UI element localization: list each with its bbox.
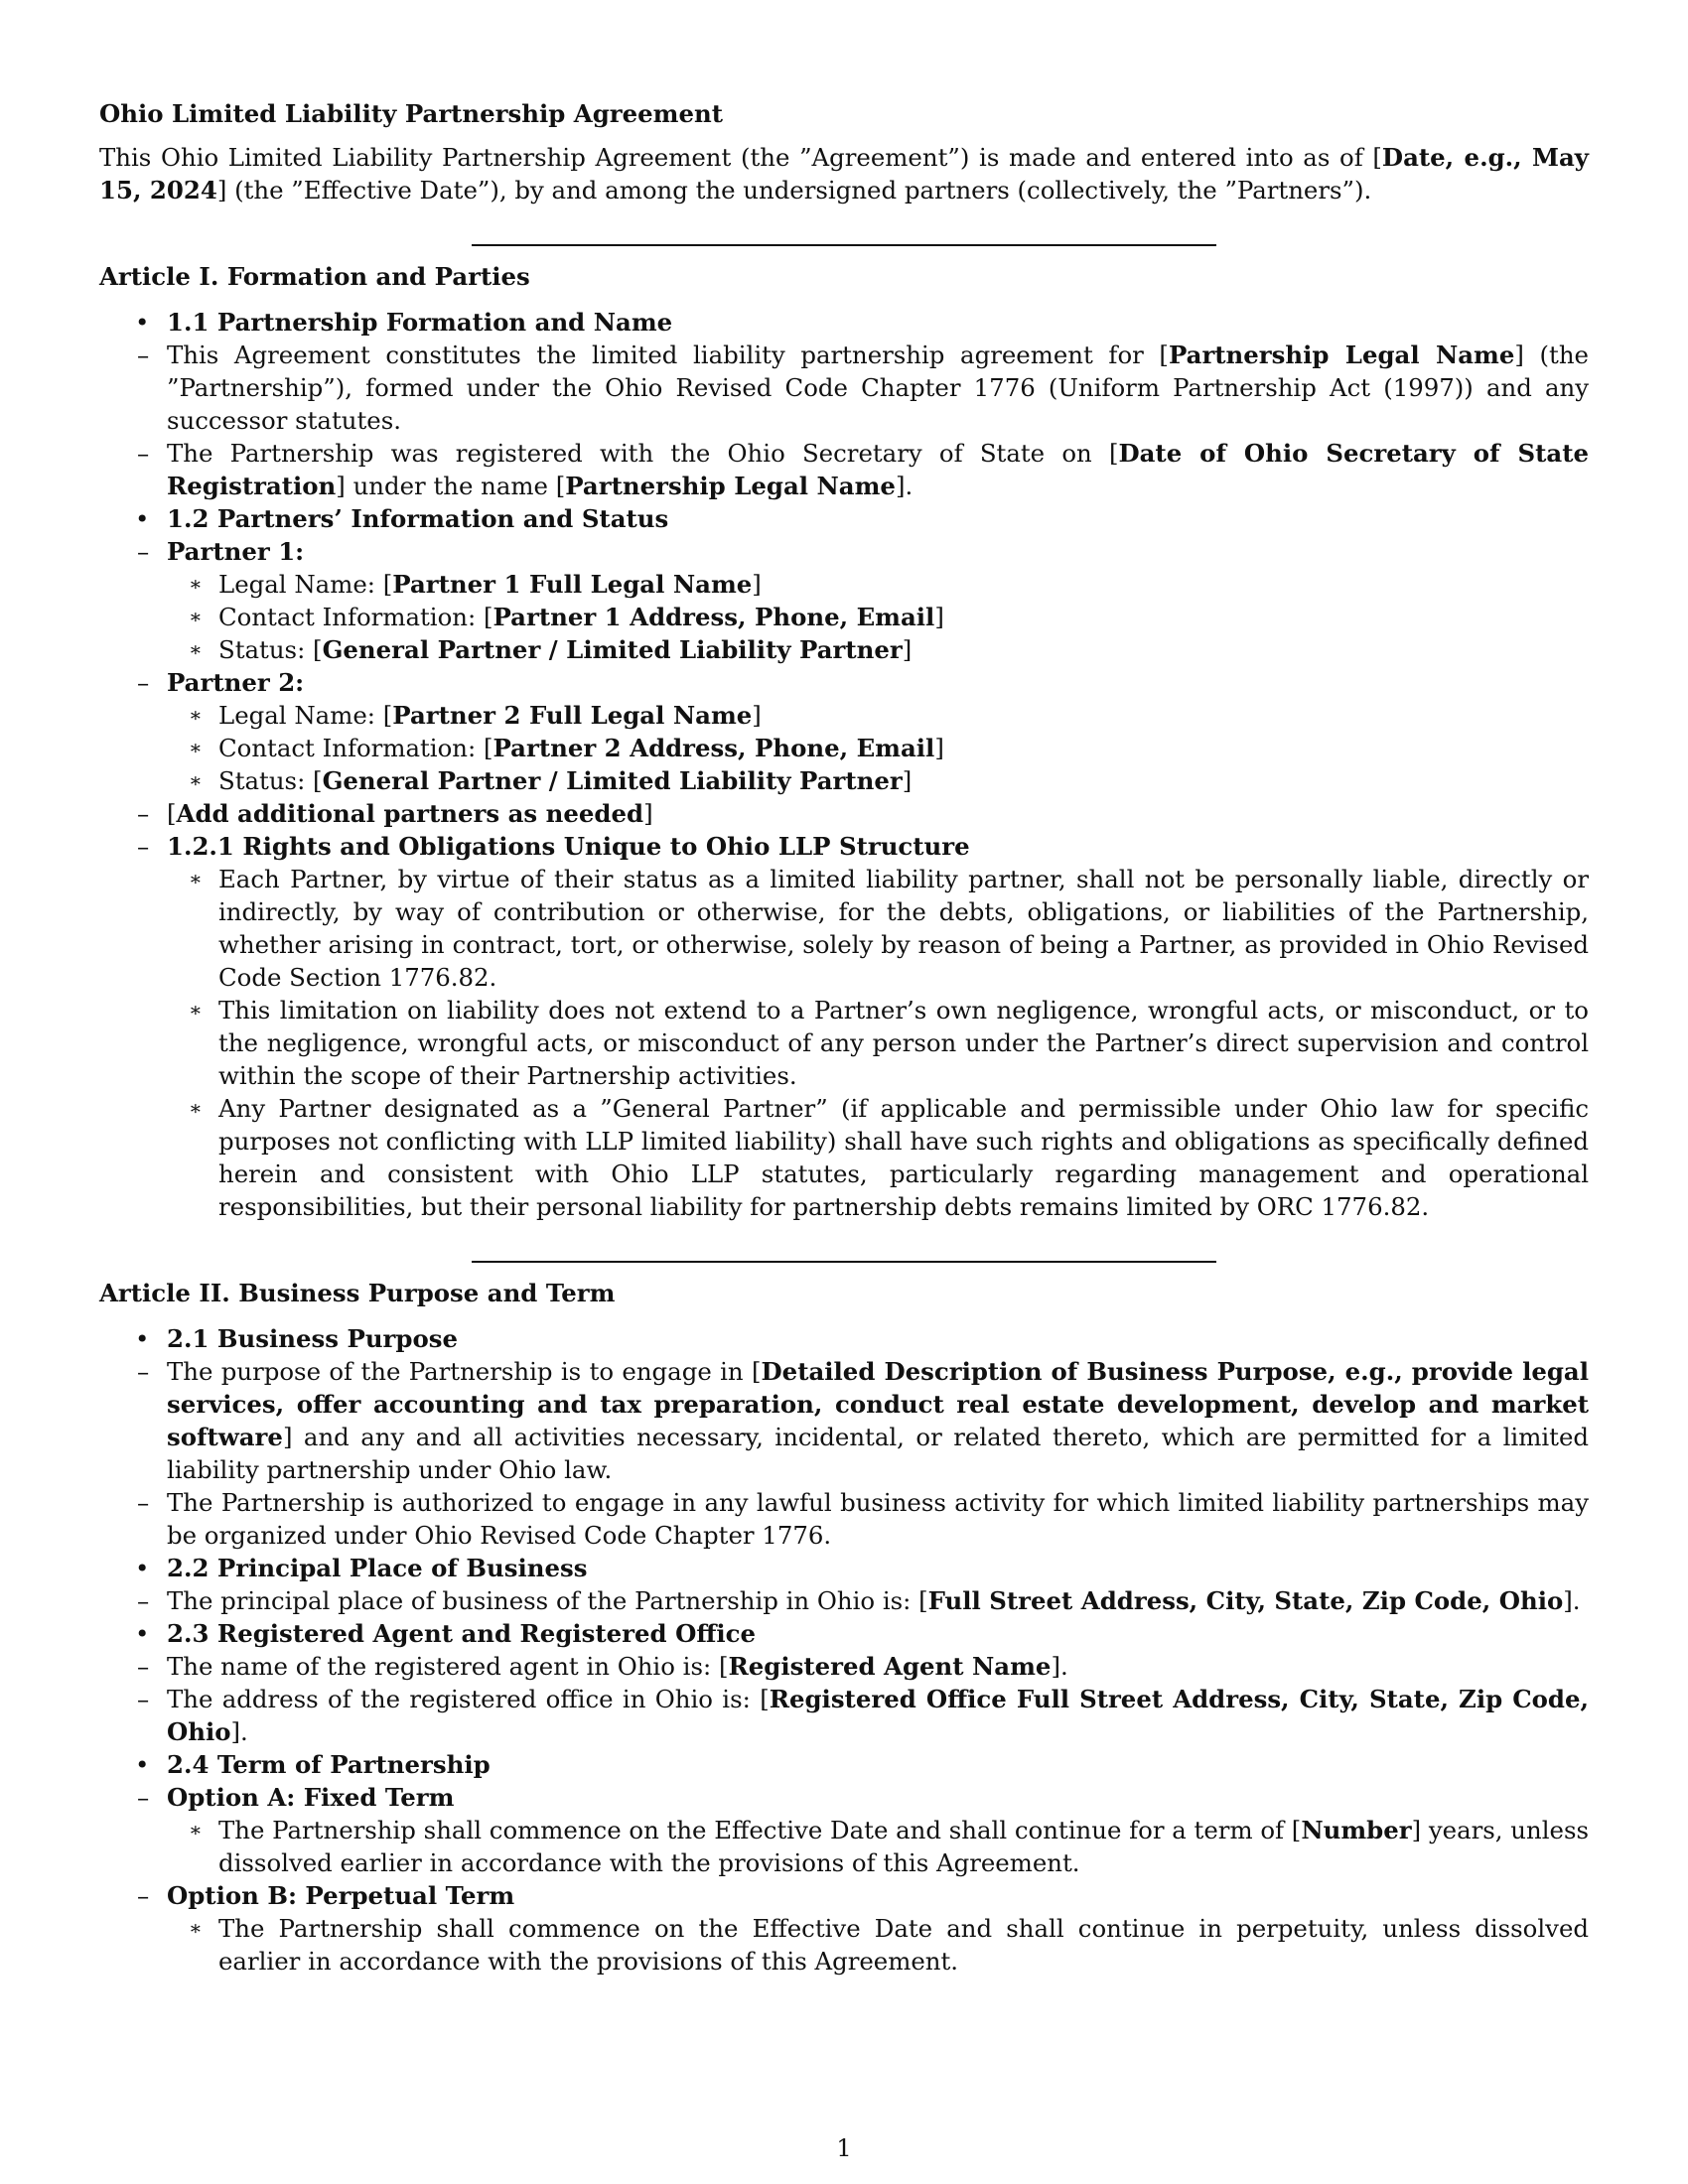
item-text: The purpose of the Partnership is to engage in [ [167,1357,762,1386]
field-label: Status: [ [218,635,323,664]
dash-icon: – [137,1586,150,1615]
intro-text: This Ohio Limited Liability Partnership Agreement (the ”Agreement”) is made and entered into as of [ [99,143,1382,172]
section-heading: 1.1 Partnership Formation and Name [167,308,673,337]
list-item: ∗ Legal Name: [Partner 1 Full Legal Name] [189,570,762,599]
dash-icon: – [137,668,150,697]
article-2-list [99,1322,1589,1978]
list-item [167,1912,1589,1978]
list-item [137,339,1589,437]
field-label: Legal Name: [ [218,570,393,599]
bullet-icon: • [135,1324,150,1353]
partner-2-details [167,699,1589,797]
placeholder: Date of Ohio Secretary of State Registration [167,439,1589,500]
dash-icon: – [137,1357,150,1386]
bullet-icon: • [135,1619,150,1648]
add-partners-note: – [Add additional partners as needed] [137,799,653,828]
bullet-icon: • [135,308,150,337]
item-text: The Partnership is authorized to engage in any lawful business activity for which limited liability partnerships may be organized under Ohio Revised Code Chapter 1776. [167,1488,1589,1550]
option-a [137,1781,1589,1879]
section-1-2-1 [137,830,1589,1223]
list-item: ∗ Legal Name: [Partner 2 Full Legal Name] [189,701,762,730]
asterisk-icon: ∗ [189,572,203,596]
section-divider [472,1261,1216,1263]
placeholder: General Partner / Limited Liability Partner [322,766,903,795]
section-divider [472,244,1216,246]
partner-heading: Partner 2: [167,668,305,697]
item-text: ] (the ”Partnership”), formed under the Ohio Revised Code Chapter 1776 (Uniform Partnership Act (1997)) and any successor statutes. [167,341,1589,435]
list-item [137,437,1589,502]
asterisk-icon: ∗ [189,867,203,890]
partner-2 [137,666,1589,797]
section-heading: 2.2 Principal Place of Business [167,1554,588,1582]
item-text: ]. [230,1717,248,1746]
item-text: The name of the registered agent in Ohio is: [ [167,1652,729,1681]
option-a-list [167,1814,1589,1879]
item-text: Each Partner, by virtue of their status as a limited liability partner, shall not be personally liable, directly or indirectly, by way of contribution or otherwise, for the debts, obligations, or liabilities of the Partnership, whether arising in contract, tort, or otherwise, solely by reason of being a Partner, as provided in Ohio Revised Code Section 1776.82. [218,865,1589,992]
bullet-icon: • [135,1554,150,1582]
placeholder: Partner 1 Address, Phone, Email [492,603,935,631]
item-text: ]. [1051,1652,1068,1681]
section-2-4 [99,1748,1589,1978]
dash-icon: – [137,799,150,828]
effective-date-placeholder: Date, e.g., May 15, 2024 [99,143,1589,205]
item-text: Any Partner designated as a ”General Partner” (if applicable and permissible under Ohio law for specific purposes not conflicting with LLP limited liability) shall have such rights and obligations as specifically defined herein and consistent with Ohio LLP statutes, particularly regarding management and operational responsibilities, but their personal liability for partnership debts remains limited by ORC 1776.82. [218,1094,1589,1221]
section-heading: 2.1 Business Purpose [167,1324,458,1353]
item-text: The address of the registered office in Ohio is: [ [167,1685,770,1713]
section-1-1-list [137,339,1589,502]
section-heading: 1.2 Partners’ Information and Status [167,504,669,533]
placeholder: Registered Agent Name [728,1652,1052,1681]
item-text: The Partnership shall commence on the Effective Date and shall continue for a term of [ [218,1816,1302,1844]
item-text: The Partnership was registered with the Ohio Secretary of State on [ [167,439,1119,468]
item-text: ]. [895,472,914,500]
field-label: Contact Information: [ [218,603,493,631]
option-b-list [167,1912,1589,1978]
list-item: ∗ Status: [General Partner / Limited Liability Partner] [189,766,913,795]
list-item [137,1584,1589,1617]
article-heading: Article I. Formation and Parties [99,262,530,291]
asterisk-icon: ∗ [189,1818,203,1842]
list-item [137,1486,1589,1552]
section-1-2-1-list [167,863,1589,1223]
list-item [167,863,1589,994]
dash-icon: – [137,1488,150,1517]
dash-icon: – [137,439,150,468]
section-1-1 [99,306,1589,502]
asterisk-icon: ∗ [189,998,203,1022]
list-item: ∗ Contact Information: [Partner 2 Address, Phone, Email] [189,734,944,762]
section-2-1 [99,1322,1589,1552]
section-1-2 [99,502,1589,1223]
dash-icon: – [137,341,150,369]
section-heading: 2.3 Registered Agent and Registered Office [167,1619,756,1648]
document-page [99,97,1589,1978]
item-text: This limitation on liability does not extend to a Partner’s own negligence, wrongful acts, or misconduct, or to the negligence, wrongful acts, or misconduct of any person under the Partner’s direct supervision and control within the scope of their Partnership activities. [218,996,1589,1090]
item-text: The Partnership shall commence on the Effective Date and shall continue in perpetuity, unless dissolved earlier in accordance with the provisions of this Agreement. [218,1914,1589,1976]
placeholder: Registered Office Full Street Address, City, State, Zip Code, Ohio [167,1685,1589,1746]
list-item [137,1683,1589,1748]
partner-heading: Partner 1: [167,537,305,566]
section-2-2 [99,1552,1589,1617]
asterisk-icon: ∗ [189,1916,203,1940]
asterisk-icon: ∗ [189,1096,203,1120]
dash-icon: – [137,832,150,861]
list-item [167,1814,1589,1879]
section-2-3 [99,1617,1589,1748]
list-item: ∗ Contact Information: [Partner 1 Address, Phone, Email] [189,603,944,631]
placeholder: Partner 2 Address, Phone, Email [492,734,935,762]
page-number: 1 [836,2134,852,2162]
asterisk-icon: ∗ [189,605,203,628]
intro-paragraph [99,141,1589,206]
section-2-4-list [137,1781,1589,1978]
section-heading: 2.4 Term of Partnership [167,1750,491,1779]
item-text: ]. [1563,1586,1581,1615]
bullet-icon: • [135,504,150,533]
placeholder: Detailed Description of Business Purpose, e.g., provide legal services, offer accounting and tax preparation, conduct real estate development, develop and market software [167,1357,1590,1451]
document-title: Ohio Limited Liability Partnership Agreement [99,99,723,128]
article-1-list [99,306,1589,1223]
option-heading: Option A: Fixed Term [167,1783,455,1812]
placeholder: Partner 1 Full Legal Name [392,570,753,599]
field-label: Status: [ [218,766,323,795]
article-heading: Article II. Business Purpose and Term [99,1279,616,1307]
field-label: Contact Information: [ [218,734,493,762]
placeholder: Partnership Legal Name [1168,341,1515,369]
placeholder: Partnership Legal Name [565,472,896,500]
placeholder: Number [1301,1816,1412,1844]
dash-icon: – [137,1783,150,1812]
subsection-heading: 1.2.1 Rights and Obligations Unique to Ohio LLP Structure [167,832,970,861]
dash-icon: – [137,1652,150,1681]
section-2-3-list [137,1650,1589,1748]
item-text: The principal place of business of the Partnership in Ohio is: [ [167,1586,928,1615]
list-item [137,1650,1589,1683]
item-text: ] years, unless dissolved earlier in accordance with the provisions of this Agreement. [218,1816,1589,1877]
option-heading: Option B: Perpetual Term [167,1881,515,1910]
placeholder: Add additional partners as needed [176,799,644,828]
option-b [137,1879,1589,1978]
list-item [137,1355,1590,1486]
list-item [167,1092,1589,1223]
field-label: Legal Name: [ [218,701,393,730]
list-item [167,994,1589,1092]
item-text: This Agreement constitutes the limited liability partnership agreement for [ [167,341,1169,369]
intro-text-end: ] (the ”Effective Date”), by and among the undersigned partners (collectively, the ”Partners”). [216,176,1372,205]
asterisk-icon: ∗ [189,768,203,792]
placeholder: Full Street Address, City, State, Zip Code, Ohio [927,1586,1564,1615]
bullet-icon: • [135,1750,150,1779]
section-1-2-list [137,535,1589,1223]
asterisk-icon: ∗ [189,637,203,661]
dash-icon: – [137,537,150,566]
dash-icon: – [137,1881,150,1910]
item-text: ] and any and all activities necessary, incidental, or related thereto, which are permitted for a limited liability partnership under Ohio law. [167,1423,1589,1484]
item-text: ] under the name [ [336,472,566,500]
partner-1-details [167,568,1589,666]
section-2-2-list [137,1584,1589,1617]
asterisk-icon: ∗ [189,703,203,727]
asterisk-icon: ∗ [189,736,203,759]
partner-1 [137,535,1589,666]
dash-icon: – [137,1685,150,1713]
section-2-1-list [137,1355,1590,1552]
list-item: ∗ Status: [General Partner / Limited Liability Partner] [189,635,913,664]
placeholder: Partner 2 Full Legal Name [392,701,753,730]
placeholder: General Partner / Limited Liability Partner [322,635,903,664]
